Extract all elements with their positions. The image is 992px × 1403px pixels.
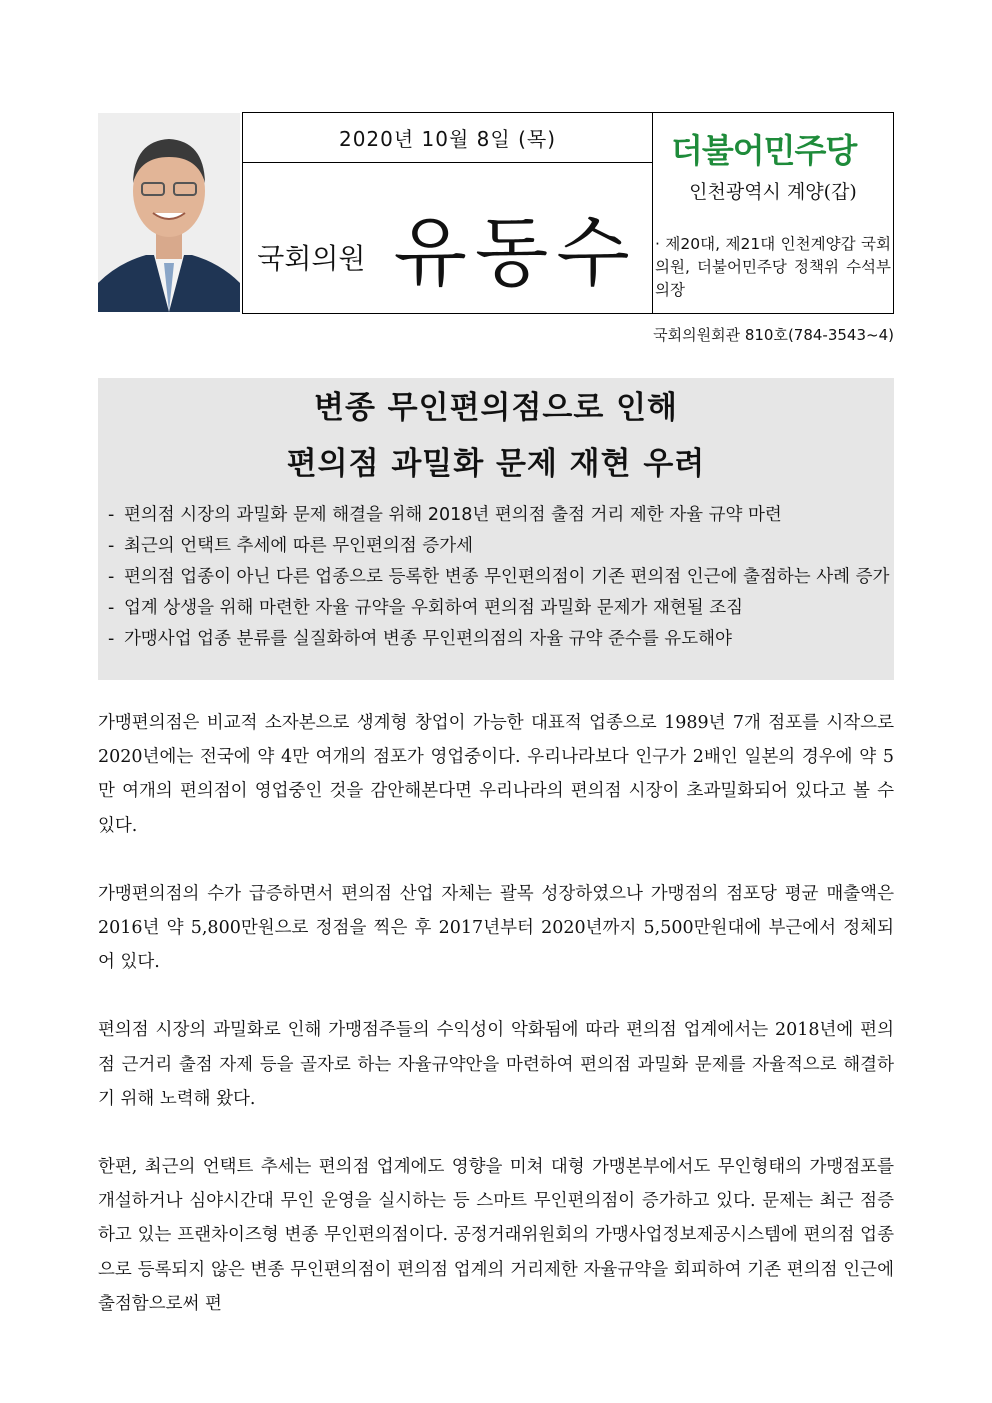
press-release-body: [98, 706, 894, 1355]
headline-line-1: 변종 무인편의점으로 인해: [314, 390, 678, 426]
summary-bullets: [106, 500, 892, 655]
header-table: [242, 112, 894, 314]
body-paragraph: 가맹편의점의 수가 급증하면서 편의점 산업 자체는 괄목 성장하였으나 가맹점의 점포당 평균 매출액은 2016년 약 5,800만원으로 정점을 찍은 후 2017년부터 2020년까지 5,500만원대에 부근에서 정체되어 있다.: [98, 883, 894, 973]
lawmaker-bio: · 제20대, 제21대 인천계양갑 국회의원, 더불어민주당 정책위 수석부의장: [655, 235, 891, 299]
summary-bullet: - 가맹사업 업종 분류를 실질화하여 변종 무인편의점의 자율 규약 준수를 유도해야: [106, 624, 892, 655]
body-paragraph: 가맹편의점은 비교적 소자본으로 생계형 창업이 가능한 대표적 업종으로 1989년 7개 점포를 시작으로 2020년에는 전국에 약 4만 여개의 점포가 영업중이다. 우리나라보다 인구가 2배인 일본의 경우에 약 5만 여개의 편의점이 영업중인 것을 감안해본다면 우리나라의 편의점 시장이 초과밀화되어 있다고 볼 수 있다.: [98, 713, 894, 836]
headline-line-2: 편의점 과밀화 문제 재현 우려: [286, 446, 706, 482]
summary-bullet: - 업계 상생을 위해 마련한 자율 규약을 우회하여 편의점 과밀화 문제가 재현될 조짐: [106, 593, 892, 624]
release-date: 2020년 10월 8일 (목): [243, 113, 653, 163]
party-cell: [653, 113, 893, 313]
lawmaker-role: 국회의원: [257, 242, 366, 275]
summary-bullet: - 편의점 시장의 과밀화 문제 해결을 위해 2018년 편의점 출점 거리 제한 자율 규약 마련: [106, 500, 892, 531]
constituency: 인천광역시 계양(갑): [689, 181, 857, 203]
portrait-image: [98, 113, 240, 312]
office-address: 국회의원회관 810호(784-3543~4): [653, 326, 894, 344]
name-cell: [243, 163, 653, 313]
lawmaker-portrait: [98, 113, 240, 312]
body-paragraph: 한편, 최근의 언택트 추세는 편의점 업계에도 영향을 미쳐 대형 가맹본부에서도 무인형태의 가맹점포를 개설하거나 심야시간대 무인 운영을 실시하는 등 스마트 무인편의점이 증가하고 있다. 문제는 최근 점증하고 있는 프랜차이즈형 변종 무인편의점이다. 공정거래위원회의 가맹사업정보제공시스템에 편의점 업종으로 등록되지 않은 변종 무인편의점이 편의점 업계의 거리제한 자율규약을 회피하여 기존 편의점 인근에 출점함으로써 편: [98, 1157, 894, 1314]
lawmaker-name: 유동수: [393, 208, 638, 297]
summary-bullet: - 최근의 언택트 추세에 따른 무인편의점 증가세: [106, 531, 892, 562]
party-logo: 더불어민주당: [671, 131, 857, 170]
body-paragraph: 편의점 시장의 과밀화로 인해 가맹점주들의 수익성이 악화됨에 따라 편의점 업계에서는 2018년에 편의점 근거리 출점 자제 등을 골자로 하는 자율규약안을 마련하여 편의점 과밀화 문제를 자율적으로 해결하기 위해 노력해 왔다.: [98, 1020, 894, 1109]
summary-box: [98, 378, 894, 680]
summary-bullet: - 편의점 업종이 아닌 다른 업종으로 등록한 변종 무인편의점이 기존 편의점 인근에 출점하는 사례 증가: [106, 562, 892, 593]
